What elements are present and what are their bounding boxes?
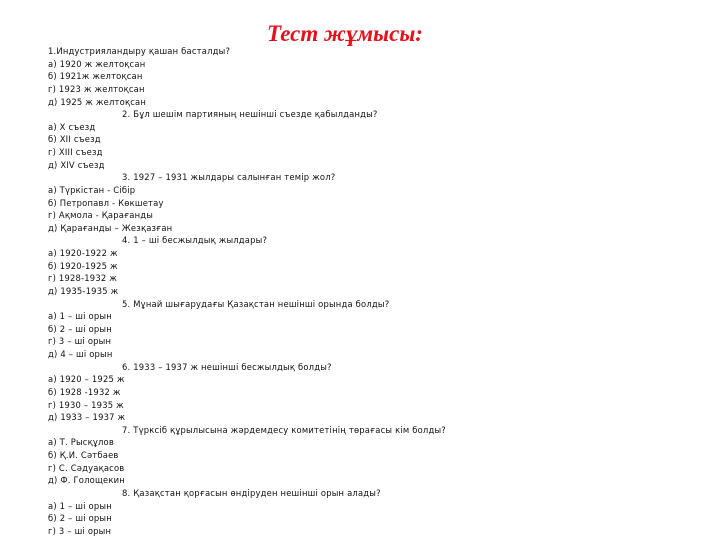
answer-option: г) 1930 – 1935 ж xyxy=(48,399,124,410)
answer-option: д) 1925 ж желтоқсан xyxy=(48,96,147,107)
answer-option: б) Петропавл - Көкшетау xyxy=(48,197,164,208)
answer-option: б) 2 – ші орын xyxy=(48,323,112,334)
answer-option: г) 1923 ж желтоқсан xyxy=(48,83,145,94)
answer-option: а) 1920 – 1925 ж xyxy=(48,374,125,385)
question-text: 6. 1933 – 1937 ж нешінші бесжылдық болды? xyxy=(122,361,332,372)
question-block xyxy=(48,171,698,234)
answer-option: г) 3 – ші орын xyxy=(48,525,112,536)
page-title: Тест жұмысы: xyxy=(267,21,423,46)
question-text: 1.Индустрияландыру қашан басталды? xyxy=(48,46,231,56)
question-block xyxy=(48,487,698,538)
answer-option: г) XIII съезд xyxy=(48,147,103,157)
answer-option: г) Ақмола - Қарағанды xyxy=(48,210,154,221)
answer-option: б) 2 – ші орын xyxy=(48,513,112,524)
answer-option: г) 3 – ші орын xyxy=(48,336,112,347)
answer-option: а) Т. Рысқұлов xyxy=(48,437,114,448)
answer-option: д) 1933 – 1937 ж xyxy=(48,412,126,423)
question-text: 4. 1 – ші бесжылдық жылдары? xyxy=(122,235,268,246)
answer-option: а) 1920 ж желтоқсан xyxy=(48,58,146,69)
answer-option: а) 1920-1922 ж xyxy=(48,248,118,258)
question-block xyxy=(48,424,698,487)
question-text: 7. Түрксіб құрылысына жәрдемдесу комитетінің төрағасы кім болды? xyxy=(122,424,446,435)
question-block xyxy=(48,45,698,108)
answer-option: б) XII съезд xyxy=(48,134,101,145)
question-block xyxy=(48,361,698,424)
answer-option: б) 1920-1925 ж xyxy=(48,260,118,271)
answer-option: б) 1921ж желтоқсан xyxy=(48,71,143,82)
answer-option: а) X съезд xyxy=(48,121,96,132)
answer-option: а) 1 – ші орын xyxy=(48,311,112,322)
question-block xyxy=(48,108,698,171)
answer-option: б) Қ.И. Сәтбаев xyxy=(48,450,119,460)
answer-option: д) Ф. Голощекин xyxy=(48,475,125,486)
test-questions xyxy=(48,45,698,537)
answer-option: г) С. Сәдуақасов xyxy=(48,462,125,473)
answer-option: б) 1928 -1932 ж xyxy=(48,386,121,397)
answer-option: г) 1928-1932 ж xyxy=(48,273,117,284)
answer-option: д) XIV съезд xyxy=(48,159,105,170)
answer-option: д) 1935-1935 ж xyxy=(48,285,119,296)
answer-option: д) 4 – ші орын xyxy=(48,349,113,359)
question-text: 3. 1927 – 1931 жылдары салынған темір жол? xyxy=(122,172,336,183)
answer-option: а) Түркістан - Сібір xyxy=(48,184,136,195)
question-block xyxy=(48,234,698,297)
question-text: 8. Қазақстан қорғасын өндіруден нешінші орын алады? xyxy=(122,487,381,498)
question-block xyxy=(48,298,698,361)
question-text: 5. Мұнай шығарудағы Қазақстан нешінші орында болды? xyxy=(122,298,390,309)
answer-option: а) 1 – ші орын xyxy=(48,500,112,511)
answer-option: д) Қарағанды – Жезқазған xyxy=(48,222,173,233)
question-text: 2. Бұл шешім партияның нешінші съезде қабылданды? xyxy=(122,109,378,120)
